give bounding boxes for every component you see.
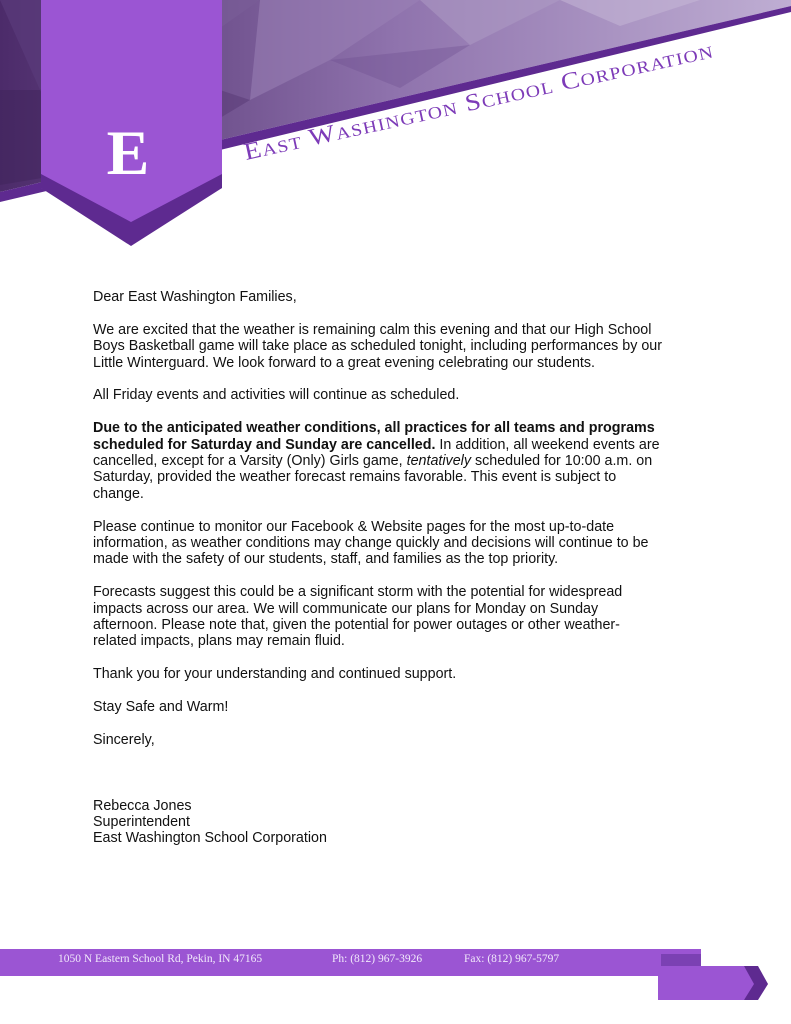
footer-address: 1050 N Eastern School Rd, Pekin, IN 47165 [58, 953, 263, 965]
signer-name: Rebecca Jones [93, 797, 192, 814]
closing: Sincerely, [93, 731, 155, 748]
letterhead-header [0, 0, 791, 250]
paragraph: Please continue to monitor our Facebook & Website pages for the most up-to-date information, as weather conditions may change quickly and decisions will continue to be made with the safety of our students, staff, and families as the top priority. [93, 518, 649, 568]
logo-letter: E [106, 117, 150, 188]
salutation: Dear East Washington Families, [93, 289, 297, 305]
footer-phone: Ph: (812) 967-3926 [332, 953, 423, 965]
cancellation-notice: Due to the anticipated weather conditions, all practices for all teams and programs scheduled for Saturday and Sunday are cancelled. [93, 420, 655, 453]
signer-org: East Washington School Corporation [93, 830, 327, 847]
letter-body [93, 289, 663, 847]
signature-block [93, 798, 663, 847]
paragraph: We are excited that the weather is remaining calm this evening and that our High School Boys Basketball game will take place as scheduled tonight, including performances by our Little Winterguard. We look forward to a great evening celebrating our students. [93, 321, 663, 371]
paragraph: Forecasts suggest this could be a significant storm with the potential for widespread impacts across our area. We will communicate our plans for Monday on Sunday afternoon. Please note that, given the potential for power outages or other weather-related impacts, plans may remain fluid. [93, 584, 623, 650]
footer-fax: Fax: (812) 967-5797 [464, 953, 560, 965]
paragraph: Thank you for your understanding and continued support. [93, 666, 457, 683]
paragraph: Stay Safe and Warm! [93, 699, 229, 716]
org-name: East Washington School Corporation [241, 51, 654, 166]
paragraph: All Friday events and activities will continue as scheduled. [93, 387, 460, 404]
signer-title: Superintendent [93, 814, 190, 831]
paragraph-cancellations: Due to the anticipated weather conditions, all practices for all teams and programs scheduled for Saturday and Sunday are cancelled. In addition, all weekend events are cancelled, except for a Varsity (Only) Girls game, tentatively scheduled for 10:00 a.m. on Saturday, provided the weather forecast remains favorable. This event is subject to change. [93, 420, 660, 502]
